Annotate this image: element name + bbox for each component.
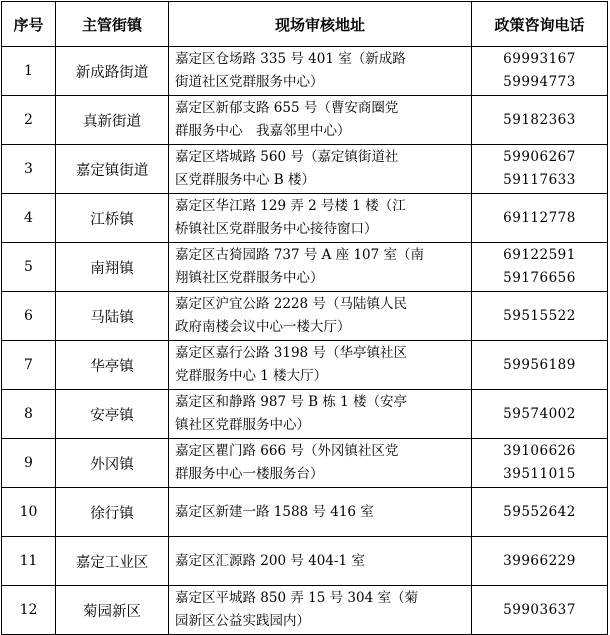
- address-line: 嘉定区仓场路 335 号 401 室（新成路: [175, 51, 406, 67]
- audit-address: [169, 439, 472, 488]
- address-line: 嘉定区古猗园路 737 号 A 座 107 室（南: [175, 247, 425, 263]
- phone-number: 59176656: [503, 270, 576, 286]
- row-number: 10: [2, 488, 56, 537]
- address-line: 园新区公益实践园内）: [175, 613, 310, 629]
- consult-phone: [472, 390, 608, 439]
- phone-number: 59956189: [503, 356, 576, 373]
- phone-number: 59994773: [503, 74, 576, 90]
- address-line: 嘉定区华江路 129 弄 2 号楼 1 楼（江: [175, 198, 406, 214]
- audit-address: [169, 537, 472, 586]
- consult-phone: [472, 194, 608, 243]
- table-row: [2, 145, 608, 194]
- address-line: 嘉定区塔城路 560 号（嘉定镇街道社: [175, 149, 399, 165]
- address-line: 党群服务中心 1 楼大厅）: [175, 368, 328, 384]
- row-number: 3: [2, 145, 56, 194]
- address-line: 区党群服务中心 B 楼）: [175, 172, 316, 188]
- address-line: 群服务中心 我嘉邻里中心）: [175, 123, 351, 139]
- table-row: [2, 439, 608, 488]
- phone-number: 39511015: [503, 466, 576, 482]
- row-number: 2: [2, 96, 56, 145]
- town-name: 嘉定镇街道: [56, 145, 169, 194]
- header-phone: 政策咨询电话: [472, 2, 608, 47]
- audit-address: [169, 341, 472, 390]
- town-name: 南翔镇: [56, 243, 169, 292]
- row-number: 11: [2, 537, 56, 586]
- table-row: [2, 292, 608, 341]
- address-line: 嘉定区和静路 987 号 B 栋 1 楼（安亭: [175, 394, 408, 410]
- header-no: 序号: [2, 2, 56, 47]
- header-row: [2, 2, 608, 47]
- phone-number: 69122591: [503, 247, 576, 263]
- audit-address: [169, 243, 472, 292]
- audit-address: [169, 194, 472, 243]
- address-line: 嘉定区嘉行公路 3198 号（华亭镇社区: [175, 345, 407, 361]
- table-row: [2, 390, 608, 439]
- audit-address: [169, 145, 472, 194]
- town-name: 华亭镇: [56, 341, 169, 390]
- phone-number: 59117633: [503, 172, 576, 188]
- address-line: 政府南楼会议中心一楼大厅）: [175, 319, 351, 335]
- table-row: [2, 341, 608, 390]
- address-line: 嘉定区新郁支路 655 号（曹安商圈党: [175, 100, 399, 116]
- phone-number: 59574002: [503, 405, 576, 422]
- address-line: 翔镇社区党群服务中心）: [175, 270, 324, 286]
- table-row: [2, 47, 608, 96]
- consult-phone: [472, 537, 608, 586]
- phone-number: 59515522: [503, 307, 576, 324]
- address-line: 镇社区党群服务中心）: [175, 417, 310, 433]
- consult-phone: [472, 47, 608, 96]
- audit-address: [169, 96, 472, 145]
- table-row: [2, 586, 608, 635]
- row-number: 9: [2, 439, 56, 488]
- consult-phone: [472, 439, 608, 488]
- table-row: [2, 537, 608, 586]
- consult-phone: [472, 488, 608, 537]
- table-row: [2, 243, 608, 292]
- address-line: 嘉定区沪宜公路 2228 号（马陆镇人民: [175, 296, 407, 312]
- address-line: 嘉定区新建一路 1588 号 416 室: [175, 503, 374, 520]
- address-line: 嘉定区汇源路 200 号 404-1 室: [175, 552, 365, 569]
- phone-number: 59552642: [503, 503, 576, 520]
- header-address: 现场审核地址: [169, 2, 472, 47]
- town-name: 马陆镇: [56, 292, 169, 341]
- table-body: [2, 47, 608, 635]
- town-name: 新成路街道: [56, 47, 169, 96]
- address-line: 群服务中心一楼服务台）: [175, 466, 324, 482]
- consult-phone: [472, 292, 608, 341]
- row-number: 12: [2, 586, 56, 635]
- phone-number: 39106626: [503, 443, 576, 459]
- table-row: [2, 488, 608, 537]
- phone-number: 59182363: [503, 111, 576, 128]
- phone-number: 69993167: [503, 51, 576, 67]
- town-name: 徐行镇: [56, 488, 169, 537]
- row-number: 1: [2, 47, 56, 96]
- address-line: 嘉定区平城路 850 弄 15 号 304 室（菊: [175, 590, 418, 606]
- audit-address: [169, 488, 472, 537]
- row-number: 6: [2, 292, 56, 341]
- phone-number: 59903637: [503, 601, 576, 618]
- header-town: 主管街镇: [56, 2, 169, 47]
- audit-address: [169, 292, 472, 341]
- town-name: 真新街道: [56, 96, 169, 145]
- town-name: 菊园新区: [56, 586, 169, 635]
- consult-phone: [472, 145, 608, 194]
- phone-number: 39966229: [503, 552, 576, 569]
- address-line: 桥镇社区党群服务中心接待窗口）: [175, 221, 378, 237]
- town-name: 安亭镇: [56, 390, 169, 439]
- consult-phone: [472, 243, 608, 292]
- address-line: 街道社区党群服务中心）: [175, 74, 324, 90]
- row-number: 7: [2, 341, 56, 390]
- table-row: [2, 96, 608, 145]
- audit-address: [169, 586, 472, 635]
- town-name: 江桥镇: [56, 194, 169, 243]
- phone-number: 59906267: [503, 149, 576, 165]
- town-name: 外冈镇: [56, 439, 169, 488]
- table-row: [2, 194, 608, 243]
- row-number: 5: [2, 243, 56, 292]
- address-line: 嘉定区瞿门路 666 号（外冈镇社区党: [175, 443, 399, 459]
- audit-address-table: [1, 1, 608, 635]
- phone-number: 69112778: [503, 209, 576, 226]
- audit-address: [169, 47, 472, 96]
- row-number: 4: [2, 194, 56, 243]
- audit-address: [169, 390, 472, 439]
- consult-phone: [472, 341, 608, 390]
- row-number: 8: [2, 390, 56, 439]
- town-name: 嘉定工业区: [56, 537, 169, 586]
- consult-phone: [472, 96, 608, 145]
- consult-phone: [472, 586, 608, 635]
